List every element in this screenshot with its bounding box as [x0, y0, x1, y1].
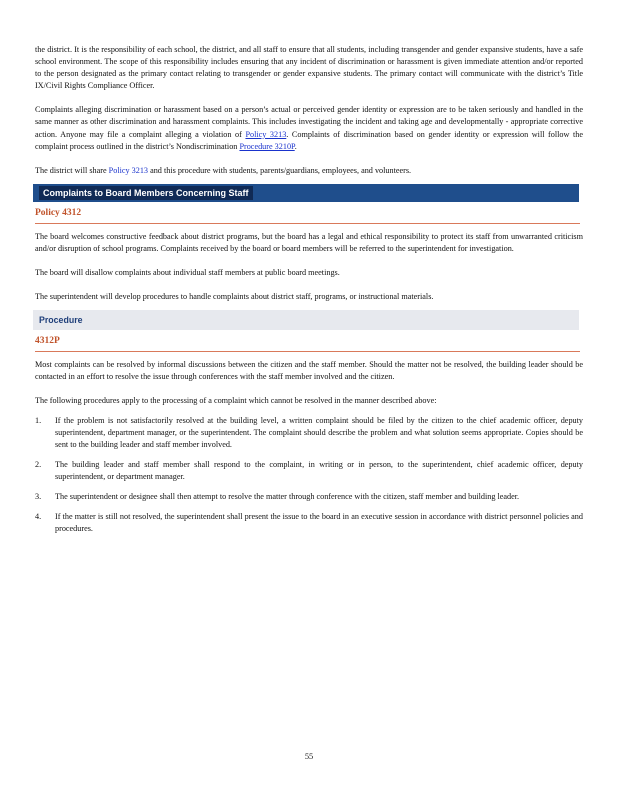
step-text: If the matter is still not resolved, the superintendent shall present the issue to the board in an executive session in accordance with district personnel policies and procedures.	[55, 512, 583, 534]
paragraph-responsibility: the district. It is the responsibility of each school, the district, and all staff to ensure that all students, including transgender and gender expansive students, have a safe school environment. The scope of this responsibility includes ensuring that any incident of discrimination or harassment is given immediate attention and/or reported to the person designated as the primary contact relating to transgender or gender expansive students. The primary contact will communicate with the district’s Title IX/Civil Rights Compliance Officer.	[35, 45, 583, 91]
list-item	[35, 511, 583, 535]
step-text: The superintendent or designee shall then attempt to resolve the matter through conference with the citizen, staff member and building leader.	[55, 491, 520, 501]
procedure-header-bar	[33, 310, 579, 330]
paragraph-text: The district will share	[35, 165, 107, 175]
paragraph-text: and this procedure with students, parents/guardians, employees, and volunteers.	[150, 165, 412, 175]
paragraph-complaints-gender	[35, 104, 583, 152]
list-item	[35, 459, 583, 483]
paragraph-text: .	[294, 141, 297, 151]
paragraph-text: . Complaints of discrimination based on gender identity or expression will follow the complaint process outlined in the district’s Nondiscrimination	[35, 129, 583, 151]
step-text: The building leader and staff member shall respond to the complaint, in writing or in person, to the superintendent, chief academic officer, deputy superintendent, or department manager.	[55, 459, 583, 481]
procedure-heading: 4312P	[35, 336, 60, 347]
step-number: 4.	[35, 512, 42, 522]
step-number: 2.	[35, 459, 42, 469]
list-item	[35, 415, 583, 451]
step-number: 1.	[35, 415, 42, 425]
procedure-3210p-link[interactable]: Procedure 3210P	[239, 141, 295, 151]
page-number: 55	[304, 752, 314, 761]
document-page	[35, 44, 583, 535]
policy-paragraph: The board welcomes constructive feedback about district programs, but the board has a legal and ethical responsibility to protect its staff from unwarranted criticism and/or disruption of school programs. Complaints received by the board or board members will be referred to the superintendent for investigation.	[35, 231, 583, 253]
procedure-paragraph: Most complaints can be resolved by informal discussions between the citizen and the staff member. Should the matter not be resolved, the building leader should be contacted in an effort to resolve the issue through conferences with the staff member involved and the citizen.	[35, 360, 583, 382]
paragraph-share-policy	[35, 165, 583, 177]
policy-heading: Policy 4312	[35, 207, 82, 218]
section-header-bar	[33, 184, 579, 202]
policy-paragraph: The board will disallow complaints about individual staff members at public board meetings.	[35, 268, 340, 278]
procedure-steps-list	[35, 415, 583, 536]
procedure-paragraph: The following procedures apply to the processing of a complaint which cannot be resolved in the manner described above:	[35, 396, 437, 406]
procedure-bar-title: Procedure	[39, 315, 83, 326]
list-item	[35, 491, 583, 503]
policy-paragraph: The superintendent will develop procedures to handle complaints about district staff, programs, or instructional materials.	[35, 292, 434, 302]
policy-3213-link[interactable]: Policy 3213	[245, 129, 287, 139]
section-title: Complaints to Board Members Concerning Staff	[39, 186, 253, 200]
paragraph-text: Complaints alleging discrimination or harassment based on a person’s actual or perceived gender identity or expression are to be taken seriously and handled in the same manner as other discrimination and harassment complaints. This includes investigating the incident and taking age and developmentally - appropriate corrective action. Anyone may file a complaint alleging a violation of	[35, 105, 583, 139]
step-text: If the problem is not satisfactorily resolved at the building level, a written complaint should be filed by the citizen to the chief academic officer, deputy superintendent, department manager, or the superintendent. The complaint should describe the problem and what solution seems appropriate. Copies should be sent to the building leader and staff member involved.	[55, 415, 583, 449]
policy-3213-reference[interactable]: Policy 3213	[108, 165, 149, 175]
step-number: 3.	[35, 491, 42, 501]
